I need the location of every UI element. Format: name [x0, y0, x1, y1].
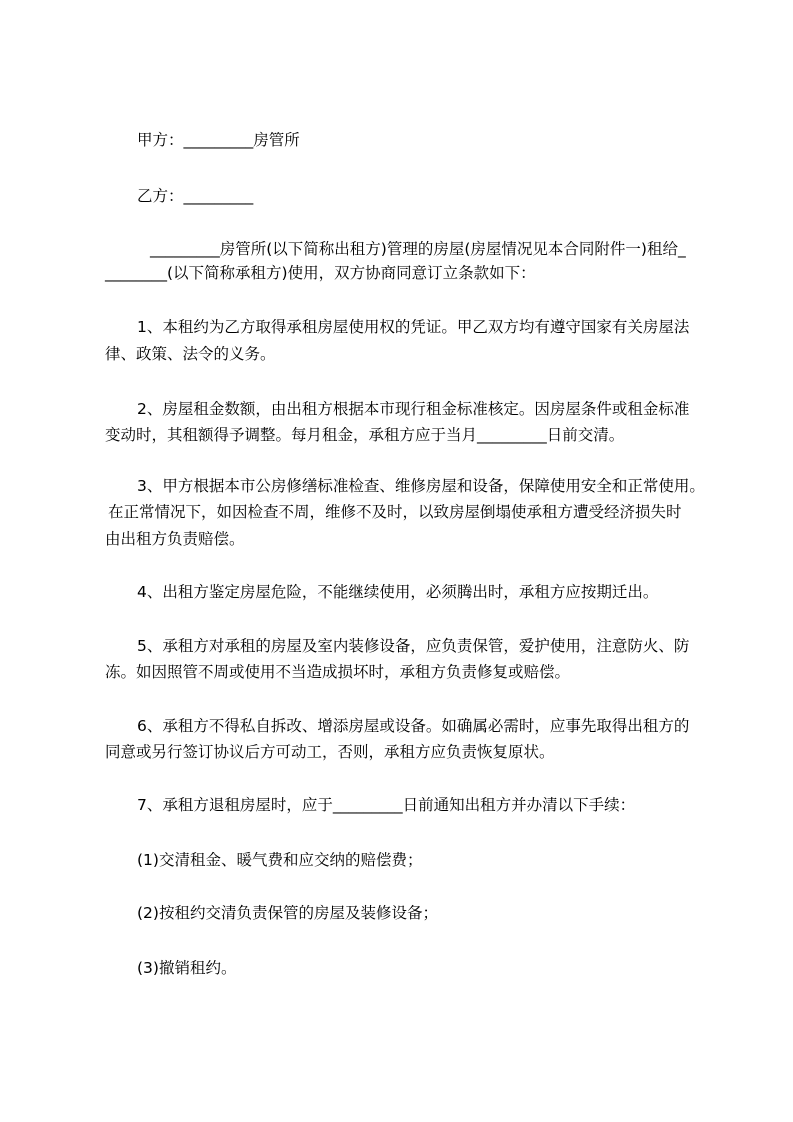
clause-5-line-1: 5、承租方对承租的房屋及室内装修设备，应负责保管，爱护使用，注意防火、防: [137, 637, 690, 655]
clause-4-line-1: 4、出租方鉴定房屋危险，不能继续使用，必须腾出时，承租方应按期迁出。: [137, 583, 659, 601]
procedure-item-3: (3)撤销租约。: [137, 959, 237, 977]
party-a-line: 甲方：_________房管所: [137, 131, 300, 149]
procedure-item-1: (1)交清租金、暖气费和应交纳的赔偿费；: [137, 851, 423, 869]
clause-6-line-2: 同意或另行签订协议后方可动工，否则，承租方应负责恢复原状。: [105, 743, 555, 761]
clause-7-line-1: 7、承租方退租房屋时，应于_________日前通知出租方并办清以下手续：: [137, 796, 636, 814]
clause-1-line-1: 1、本租约为乙方取得承租房屋使用权的凭证。甲乙双方均有遵守国家有关房屋法: [137, 318, 690, 336]
clause-3-line-3: 由出租方负责赔偿。: [105, 530, 245, 548]
preamble-line-2: ________(以下简称承租方)使用，双方协商同意订立条款如下：: [105, 264, 536, 282]
clause-1-line-2: 律、政策、法令的义务。: [105, 345, 276, 363]
clause-3-line-2: 在正常情况下，如因检查不周，维修不及时，以致房屋倒塌使承租方遭受经济损失时: [108, 503, 682, 521]
preamble-line-1: _________房管所(以下简称出租方)管理的房屋(房屋情况见本合同附件一)租给_: [150, 240, 686, 258]
clause-5-line-2: 冻。如因照管不周或使用不当造成损坏时，承租方负责修复或赔偿。: [105, 663, 571, 681]
clause-3-line-1: 3、甲方根据本市公房修缮标准检查、维修房屋和设备，保障使用安全和正常使用。: [137, 477, 705, 495]
procedure-item-2: (2)按租约交清负责保管的房屋及装修设备；: [137, 904, 438, 922]
party-b-line: 乙方：_________: [137, 187, 254, 205]
clause-2-line-2: 变动时，其租额得予调整。每月租金，承租方应于当月_________日前交清。: [105, 426, 625, 444]
clause-2-line-1: 2、房屋租金数额，由出租方根据本市现行租金标准核定。因房屋条件或租金标准: [137, 400, 690, 418]
clause-6-line-1: 6、承租方不得私自拆改、增添房屋或设备。如确属必需时，应事先取得出租方的: [137, 717, 690, 735]
